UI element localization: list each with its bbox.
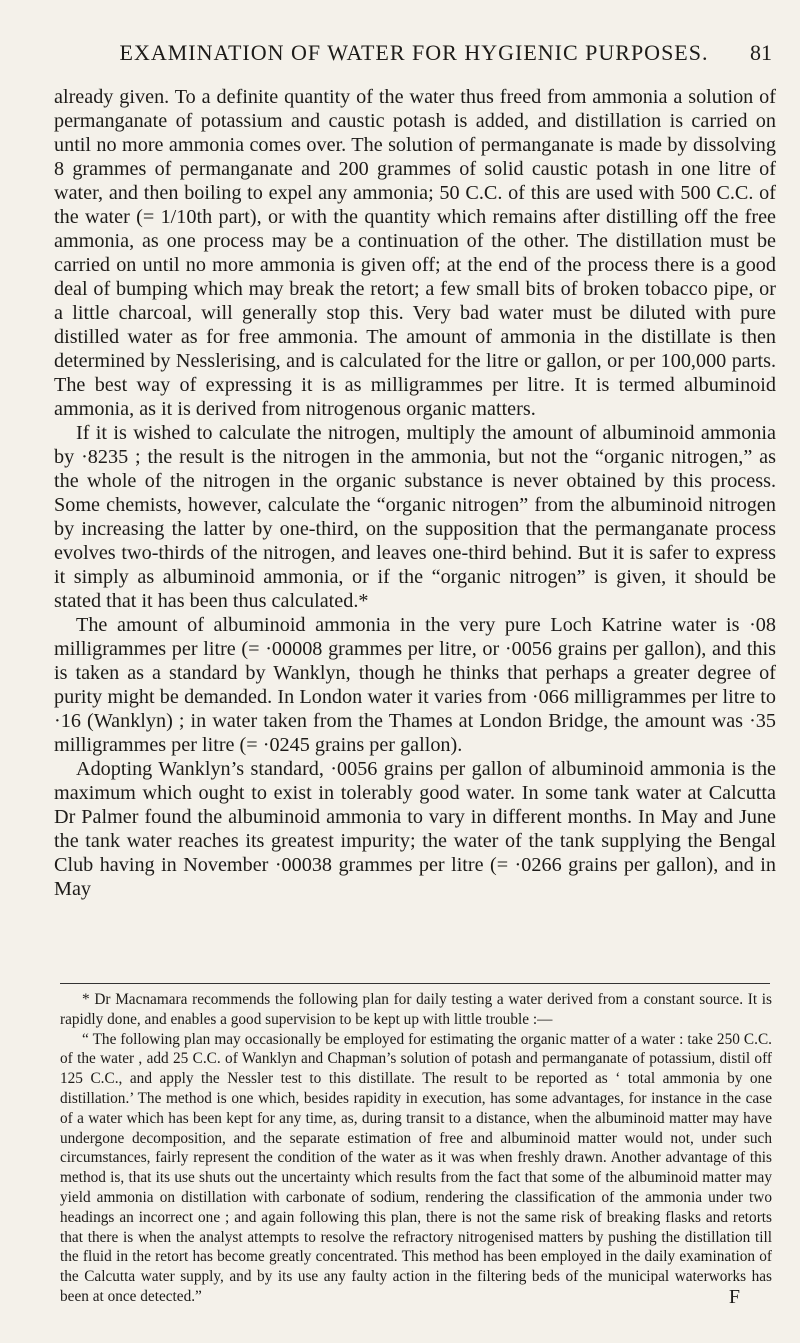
paragraph: The amount of albuminoid ammonia in the very pure Loch Katrine water is ·08 milligrammes per litre (= ·00008 grammes per litre, or ·0056 grains per gallon), and this is taken as a standard by Wanklyn, though he thinks that perhaps a greater degree of purity might be demanded. In London water it varies from ·066 milligrammes per litre to ·16 (Wanklyn) ; in water taken from the Thames at London Bridge, the amount was ·35 milligrammes per litre (= ·0245 grains per gallon). (54, 614, 776, 756)
footnote-divider (60, 983, 770, 984)
body-text (54, 85, 776, 901)
running-head: EXAMINATION OF WATER FOR HYGIENIC PURPOSES. (119, 40, 709, 65)
paragraph: If it is wished to calculate the nitrogen, multiply the amount of albuminoid ammonia by ·8235 ; the result is the nitrogen in the ammonia, but not the “organic nitrogen,” as the whole of the nitrogen in the organic substance is never obtained by this process. Some chemists, however, calculate the “organic nitrogen” from the albuminoid nitrogen by increasing the latter by one-third, on the supposition that the permanganate process evolves two-thirds of the nitrogen, and leaves one-third behind. But it is safer to express it simply as albuminoid ammonia, or if the “organic nitrogen” is given, it should be stated that it has been thus calculated.* (54, 422, 776, 612)
paragraph: Adopting Wanklyn’s standard, ·0056 grains per gallon of albuminoid ammonia is the maximum which ought to exist in tolerably good water. In some tank water at Calcutta Dr Palmer found the albuminoid ammonia to vary in different months. In May and June the tank water reaches its greatest impurity; the water of the tank supplying the Bengal Club having in November ·00038 grammes per litre (= ·0266 grains per gallon), and in May (54, 758, 776, 900)
page-header (56, 40, 772, 70)
footnote: “ The following plan may occasionally be employed for estimating the organic matter of a water : take 250 C.C. of the water , add 25 C.C. of Wanklyn and Chapman’s solution of potash and permanganate of potassium, distil off 125 C.C., and apply the Nessler test to this distillate. The result to be reported as ‘ total ammonia by one distillation.’ The method is one which, besides rapidity in execution, has some advantages, for instance in the case of a water which has been kept for any time, as, during transit to a distance, when the albuminoid matter may have undergone decomposition, and the separate estimation of free and albuminoid matter would not, under such circumstances, fairly represent the condition of the water as it was when freshly drawn. Another advantage of this method is, that its use shuts out the uncertainty which results from the fact that some of the albuminoid matter may yield ammonia on distillation with carbonate of sodium, rendering the classification of the ammonia under two headings an incorrect one ; and again following this plan, there is not the same risk of breaking flasks and retorts that there is when the analyst attempts to resolve the refractory nitrogenised matters by pushing the distillation till the fluid in the retort has become greatly concentrated. This method has been employed in the daily examination of the Calcutta water supply, and by its use any faulty action in the filtering beds of the municipal waterworks has been at once detected.” (60, 1030, 772, 1305)
page-number: 81 (750, 40, 772, 65)
paragraph: already given. To a definite quantity of the water thus freed from ammonia a solution of permanganate of potassium and caustic potash is added, and distillation is carried on until no more ammonia comes over. The solution of permanganate is made by dissolving 8 grammes of permanganate and 200 grammes of solid caustic potash in one litre of water, and then boiling to expel any ammonia; 50 C.C. of this are used with 500 C.C. of the water (= 1/10th part), or with the quantity which remains after distilling off the free ammonia, as one process may be a continuation of the other. The distillation must be carried on until no more ammonia is given off; at the end of the process there is a good deal of bumping which may break the retort; a few small bits of broken tobacco pipe, or a little charcoal, will generally stop this. Very bad water must be diluted with pure distilled water as for free ammonia. The amount of ammonia in the distillate is then determined by Nesslerising, and is calculated for the litre or gallon, or per 100,000 parts. The best way of expressing it is as milligrammes per litre. It is termed albuminoid ammonia, as it is derived from nitrogenous organic matters. (54, 86, 776, 420)
footnotes (60, 990, 772, 1307)
footnote: * Dr Macnamara recommends the following plan for daily testing a water derived from a constant source. It is rapidly done, and enables a good supervision to be kept up with little trouble :— (60, 991, 772, 1028)
signature-mark: F (728, 1286, 740, 1308)
